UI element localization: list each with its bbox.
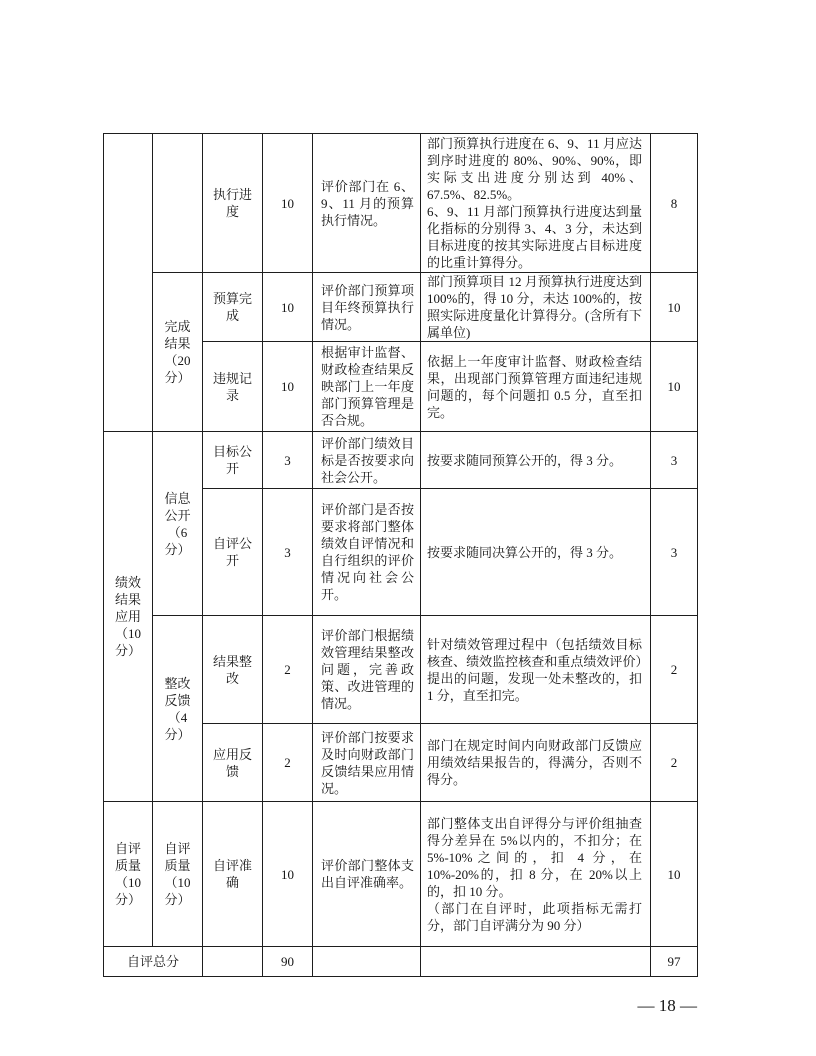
scoring-criteria-paragraph: 部门整体支出自评得分与评价组抽查得分差异在 5%以内的，不扣分；在 5%-10%之间的，扣 4 分，在 10%-20%的，扣 8 分，在 20%以上的，扣 10 分。 <box>427 815 642 899</box>
indicator-weight: 2 <box>263 616 313 724</box>
indicator-description: 评价部门预算项目年终预算执行情况。 <box>313 273 421 342</box>
self-score: 2 <box>651 616 698 724</box>
scoring-criteria <box>421 489 651 616</box>
total-score: 97 <box>651 947 698 977</box>
indicator-weight: 10 <box>263 273 313 342</box>
table-row <box>104 616 698 724</box>
scoring-criteria <box>421 432 651 489</box>
self-score: 3 <box>651 489 698 616</box>
scoring-criteria <box>421 724 651 802</box>
scoring-criteria-paragraph: （部门在自评时，此项指标无需打分，部门自评满分为 90 分） <box>427 900 642 933</box>
level2-group-self-evaluation-quality: 自评质量（10分） <box>153 802 203 947</box>
scoring-criteria-paragraph: 部门预算项目 12 月预算执行进度达到 100%的，得 10 分，未达 100%的，按照实际进度量化计算得分。(含所有下属单位) <box>427 274 642 340</box>
scoring-criteria-paragraph: 依据上一年度审计监督、财政检查结果，出现部门预算管理方面违纪违规问题的，每个问题扣 0.5 分，直至扣完。 <box>427 353 642 420</box>
self-score: 10 <box>651 802 698 947</box>
level1-group-results-application: 绩效结果应用（10分） <box>104 432 153 802</box>
total-indicator-empty <box>203 947 263 977</box>
indicator-name: 自评公开 <box>203 489 263 616</box>
self-score: 3 <box>651 432 698 489</box>
scoring-criteria <box>421 616 651 724</box>
scoring-criteria-paragraph: 部门预算执行进度在 6、9、11 月应达到序时进度的 80%、90%、90%，即实际支出进度分别达到 40%、67.5%、82.5%。 <box>427 136 642 202</box>
indicator-description: 评价部门在 6、9、11 月的预算执行情况。 <box>313 134 421 273</box>
indicator-description: 评价部门根据绩效管理结果整改问题，完善政策、改进管理的情况。 <box>313 616 421 724</box>
indicator-weight: 2 <box>263 724 313 802</box>
total-description-empty <box>313 947 421 977</box>
indicator-name: 自评准确 <box>203 802 263 947</box>
indicator-description: 评价部门按要求及时向财政部门反馈结果应用情况。 <box>313 724 421 802</box>
self-score: 8 <box>651 134 698 273</box>
indicator-name: 目标公开 <box>203 432 263 489</box>
indicator-weight: 3 <box>263 432 313 489</box>
total-criteria-empty <box>421 947 651 977</box>
scoring-criteria-paragraph: 针对绩效管理过程中（包括绩效目标核查、绩效监控核查和重点绩效评价）提出的问题，发现一处未整改的，扣 1 分，直至扣完。 <box>427 636 642 703</box>
table-row <box>104 802 698 947</box>
self-score: 2 <box>651 724 698 802</box>
total-label: 自评总分 <box>104 947 203 977</box>
page-number: — 18 — <box>637 996 697 1015</box>
scoring-criteria <box>421 342 651 432</box>
level1-group-self-evaluation-quality: 自评质量（10分） <box>104 802 153 947</box>
level2-group-completion: 完成结果（20分） <box>153 273 203 432</box>
indicator-description: 评价部门是否按要求将部门整体绩效自评情况和自行组织的评价情况向社会公开。 <box>313 489 421 616</box>
indicator-weight: 10 <box>263 134 313 273</box>
total-weight: 90 <box>263 947 313 977</box>
level1-cell-continued <box>104 134 153 432</box>
table-row <box>104 432 698 489</box>
total-row <box>104 947 698 977</box>
indicator-weight: 10 <box>263 342 313 432</box>
level2-cell-continued <box>153 134 203 273</box>
indicator-name: 应用反馈 <box>203 724 263 802</box>
self-score: 10 <box>651 342 698 432</box>
scoring-criteria-paragraph: 按要求随同预算公开的，得 3 分。 <box>427 452 623 468</box>
level2-group-rectification: 整改反馈（4分） <box>153 616 203 802</box>
indicator-name: 执行进度 <box>203 134 263 273</box>
indicator-name: 预算完成 <box>203 273 263 342</box>
scoring-criteria <box>421 273 651 342</box>
indicator-description: 评价部门整体支出自评准确率。 <box>313 802 421 947</box>
indicator-weight: 10 <box>263 802 313 947</box>
scoring-criteria-paragraph: 部门在规定时间内向财政部门反馈应用绩效结果报告的，得满分，否则不得分。 <box>427 738 642 787</box>
indicator-name: 违规记录 <box>203 342 263 432</box>
indicator-name: 结果整改 <box>203 616 263 724</box>
table-row <box>104 134 698 273</box>
scoring-criteria <box>421 802 651 947</box>
evaluation-table <box>103 133 698 977</box>
scoring-criteria <box>421 134 651 273</box>
level2-group-disclosure: 信息公开（6分） <box>153 432 203 616</box>
scoring-criteria-paragraph: 按要求随同决算公开的，得 3 分。 <box>427 544 623 560</box>
indicator-description: 根据审计监督、财政检查结果反映部门上一年度部门预算管理是否合规。 <box>313 342 421 432</box>
table-row <box>104 273 698 342</box>
indicator-description: 评价部门绩效目标是否按要求向社会公开。 <box>313 432 421 489</box>
self-score: 10 <box>651 273 698 342</box>
indicator-weight: 3 <box>263 489 313 616</box>
scoring-criteria-paragraph: 6、9、11 月部门预算执行进度达到量化指标的分别得 3、4、3 分，未达到目标进度的按其实际进度占目标进度的比重计算得分。 <box>427 204 642 270</box>
